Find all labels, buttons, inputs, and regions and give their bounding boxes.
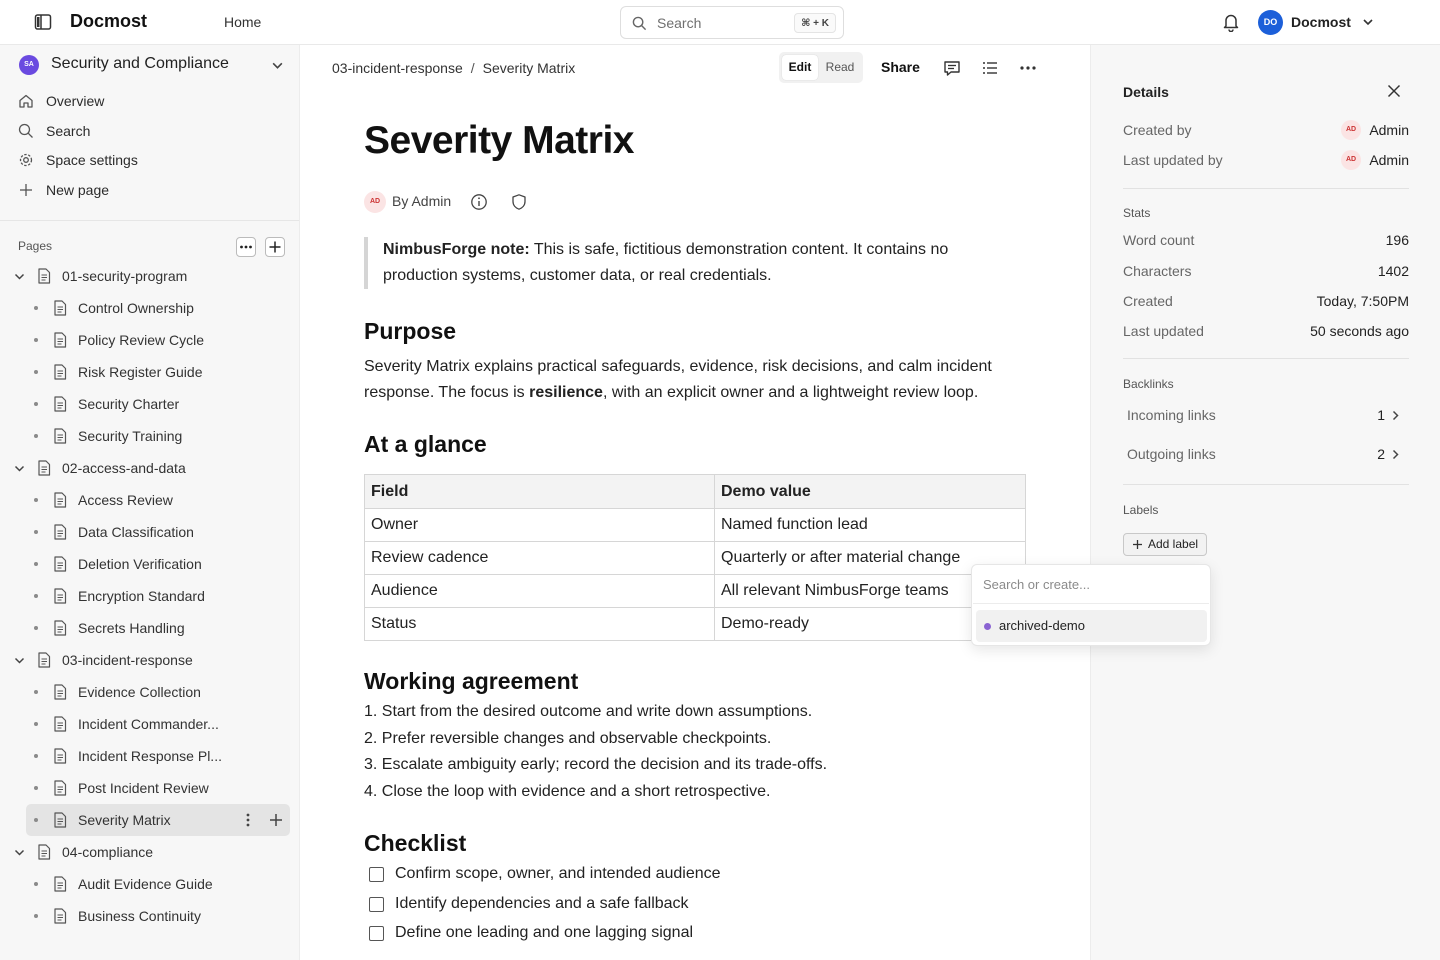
tree-folder[interactable]: [0, 452, 300, 484]
pages-heading: Pages: [18, 239, 53, 253]
bullet-icon: [34, 594, 38, 598]
document-icon: [53, 396, 67, 412]
document-icon: [37, 652, 51, 668]
plus-icon: [18, 182, 34, 198]
table-cell[interactable]: Status: [365, 608, 715, 641]
user-avatar[interactable]: DO: [1258, 10, 1283, 35]
search-shortcut: ⌘ + K: [794, 13, 836, 33]
tree-page[interactable]: [0, 612, 300, 644]
sidebar-item-space-settings[interactable]: [0, 146, 300, 174]
incoming-links-row[interactable]: [1123, 401, 1409, 431]
tree-item-label: Policy Review Cycle: [78, 332, 205, 348]
checklist-item-text: Confirm scope, owner, and intended audience: [395, 865, 721, 882]
document-icon: [53, 492, 67, 508]
document-icon: [37, 844, 51, 860]
checkbox[interactable]: [369, 867, 384, 882]
author-avatar: AD: [364, 191, 386, 213]
heading-checklist: Checklist: [364, 830, 467, 856]
bullet-icon: [34, 434, 38, 438]
bullet-icon: [34, 338, 38, 342]
document-icon: [53, 716, 67, 732]
bullet-icon: [34, 882, 38, 886]
document-icon: [53, 332, 67, 348]
breadcrumb-parent[interactable]: 03-incident-response: [332, 60, 463, 76]
tree-item-label: Incident Response Pl...: [78, 748, 222, 764]
bullet-icon: [34, 914, 38, 918]
table-row: [365, 542, 1026, 575]
table-header-row: [365, 475, 1026, 509]
updated-by-value: Admin: [1369, 152, 1409, 168]
breadcrumb-separator: /: [470, 60, 475, 76]
created-by-value: Admin: [1369, 122, 1409, 138]
stat-value: 1402: [1377, 263, 1409, 279]
heading-working-agreement: Working agreement: [364, 668, 579, 694]
table-header-cell: Field: [365, 475, 715, 509]
tree-item-label: 04-compliance: [62, 844, 154, 860]
stat-row: [1123, 261, 1409, 283]
sidebar-toggle-icon[interactable]: [34, 13, 52, 31]
callout-text: This is safe, fictitious demonstration content. It contains no production systems, customer data, or real credentials.: [383, 241, 949, 284]
tree-item-label: Severity Matrix: [78, 812, 171, 828]
tree-page[interactable]: [0, 292, 300, 324]
label-search-input[interactable]: [973, 566, 1209, 604]
tree-page[interactable]: [0, 772, 300, 804]
label-color-dot: [984, 623, 991, 630]
tree-item-label: Deletion Verification: [78, 556, 202, 572]
read-mode-button[interactable]: Read: [825, 60, 855, 74]
add-label-text: Add label: [1148, 537, 1199, 551]
chevron-right-icon: [1390, 410, 1401, 421]
chevron-down-icon[interactable]: [13, 462, 26, 475]
breadcrumb-current[interactable]: Severity Matrix: [482, 60, 576, 76]
details-divider: [1123, 188, 1409, 189]
table-cell[interactable]: Owner: [365, 509, 715, 542]
avatar: AD: [1341, 150, 1361, 170]
stat-value: 196: [1385, 232, 1409, 248]
chevron-down-icon[interactable]: [13, 654, 26, 667]
sidebar-item-overview[interactable]: [0, 87, 300, 115]
checklist-item-text: Define one leading and one lagging signal: [395, 924, 694, 941]
document-icon: [53, 428, 67, 444]
list-item: 3. Escalate ambiguity early; record the decision and its trade-offs.: [364, 756, 828, 773]
table-cell[interactable]: Quarterly or after material change: [715, 542, 1026, 575]
created-by-row: [1123, 120, 1409, 142]
tree-page[interactable]: [0, 580, 300, 612]
table-of-contents-icon[interactable]: [981, 59, 999, 77]
document-icon: [53, 684, 67, 700]
gear-icon: [18, 152, 34, 168]
stat-value: Today, 7:50PM: [1316, 293, 1409, 309]
home-icon: [18, 93, 34, 109]
comment-icon[interactable]: [943, 59, 961, 77]
sidebar-item-label: New page: [46, 182, 110, 198]
search-placeholder: Search: [657, 15, 702, 31]
tree-page[interactable]: [0, 804, 300, 836]
tree-item-label: Business Continuity: [78, 908, 201, 924]
space-avatar: SA: [19, 55, 39, 75]
stat-label: Created: [1123, 293, 1173, 309]
more-options-icon[interactable]: [1019, 59, 1037, 77]
tree-page[interactable]: [0, 324, 300, 356]
editor-area: [300, 45, 1090, 960]
tree-page[interactable]: [0, 900, 300, 932]
app-logo[interactable]: Docmost: [70, 11, 148, 31]
tree-page[interactable]: [0, 388, 300, 420]
tree-folder[interactable]: [0, 260, 300, 292]
table-header-cell: Demo value: [715, 475, 1026, 509]
purpose-bold: resilience: [529, 384, 603, 401]
tree-page[interactable]: [0, 420, 300, 452]
tree-folder[interactable]: [0, 836, 300, 868]
sidebar-divider: [0, 220, 300, 221]
agreement-list: [364, 699, 827, 805]
space-name: Security and Compliance: [51, 55, 229, 72]
document-icon: [53, 556, 67, 572]
details-divider: [1123, 358, 1409, 359]
labels-heading: Labels: [1123, 503, 1159, 517]
document-icon: [53, 908, 67, 924]
info-icon[interactable]: [470, 193, 488, 211]
details-panel: [1090, 45, 1440, 960]
stat-label: Word count: [1123, 232, 1195, 248]
label-option[interactable]: [976, 610, 1207, 642]
bullet-icon: [34, 370, 38, 374]
search-icon: [18, 123, 34, 139]
stat-label: Characters: [1123, 263, 1192, 279]
bullet-icon: [34, 818, 38, 822]
created-by-label: Created by: [1123, 122, 1192, 138]
tree-item-label: Security Training: [78, 428, 183, 444]
incoming-links-label: Incoming links: [1127, 407, 1216, 423]
tree-item-label: Security Charter: [78, 396, 180, 412]
heading-at-a-glance: At a glance: [364, 431, 487, 457]
bullet-icon: [34, 626, 38, 630]
document-icon: [53, 364, 67, 380]
glance-table: [364, 474, 1026, 641]
sidebar-item-search[interactable]: [0, 117, 300, 145]
tree-item-label: Risk Register Guide: [78, 364, 203, 380]
search-icon: [632, 16, 647, 31]
tree-page[interactable]: [0, 868, 300, 900]
tree-page[interactable]: [0, 708, 300, 740]
stat-value: 50 seconds ago: [1310, 323, 1409, 339]
document-icon: [37, 460, 51, 476]
label-option-text: archived-demo: [999, 618, 1085, 633]
incoming-links-count: 1: [1377, 407, 1385, 423]
bullet-icon: [34, 530, 38, 534]
share-button[interactable]: Share: [881, 59, 920, 75]
bullet-icon: [34, 306, 38, 310]
dots-horizontal-icon: [237, 238, 255, 256]
document-icon: [37, 268, 51, 284]
tree-item-label: Evidence Collection: [78, 684, 201, 700]
tree-item-label: Post Incident Review: [78, 780, 209, 796]
search-button[interactable]: [620, 6, 844, 39]
tree-page[interactable]: [0, 676, 300, 708]
table-row: [365, 575, 1026, 608]
plus-icon: [266, 238, 284, 256]
document-icon: [53, 876, 67, 892]
table-cell[interactable]: Review cadence: [365, 542, 715, 575]
tree-page[interactable]: [0, 548, 300, 580]
document-icon: [53, 524, 67, 540]
bullet-icon: [34, 786, 38, 790]
outgoing-links-count: 2: [1377, 446, 1385, 462]
shield-icon[interactable]: [510, 193, 528, 211]
tree-folder[interactable]: [0, 644, 300, 676]
chevron-down-icon: [271, 59, 284, 72]
tree-item-label: Access Review: [78, 492, 173, 508]
tree-page[interactable]: [0, 356, 300, 388]
table-cell[interactable]: Audience: [365, 575, 715, 608]
label-popover: [971, 564, 1211, 646]
tree-item-label: Secrets Handling: [78, 620, 185, 636]
avatar: AD: [1341, 120, 1361, 140]
heading-purpose: Purpose: [364, 318, 457, 344]
table-cell[interactable]: Named function lead: [715, 509, 1026, 542]
bullet-icon: [34, 722, 38, 726]
tree-item-label: 02-access-and-data: [62, 460, 186, 476]
outgoing-links-row[interactable]: [1123, 440, 1409, 470]
pages-more-button[interactable]: [236, 237, 256, 257]
sidebar-item-label: Search: [46, 123, 91, 139]
add-page-button[interactable]: [265, 237, 285, 257]
space-switcher[interactable]: [0, 45, 300, 87]
tree-item-label: Incident Commander...: [78, 716, 219, 732]
bullet-icon: [34, 402, 38, 406]
checkbox[interactable]: [369, 897, 384, 912]
document-icon: [53, 812, 67, 828]
tree-page[interactable]: [0, 484, 300, 516]
document-icon: [53, 620, 67, 636]
tree-page[interactable]: [0, 740, 300, 772]
chevron-down-icon[interactable]: [13, 846, 26, 859]
sidebar-item-label: Space settings: [46, 152, 138, 168]
plus-icon[interactable]: [268, 812, 284, 828]
page-title[interactable]: Severity Matrix: [364, 119, 634, 162]
document-icon: [53, 780, 67, 796]
table-row: [365, 608, 1026, 641]
plus-icon: [1132, 539, 1143, 550]
list-item: 2. Prefer reversible changes and observable checkpoints.: [364, 729, 772, 747]
stat-row: [1123, 291, 1409, 313]
chevron-down-icon[interactable]: [13, 270, 26, 283]
page-byline: [364, 191, 564, 213]
edit-mode-button[interactable]: Edit: [782, 55, 818, 80]
bell-icon[interactable]: [1222, 12, 1240, 32]
list-item: 1. Start from the desired outcome and write down assumptions.: [364, 703, 813, 720]
purpose-paragraph: [364, 354, 1024, 406]
chevron-right-icon: [1390, 449, 1401, 460]
document-icon: [53, 748, 67, 764]
purpose-text: Severity Matrix explains practical safeguards, evidence, risk decisions, and calm incident response. The focus is: [364, 358, 992, 401]
user-menu-name[interactable]: Docmost: [1291, 14, 1351, 30]
tree-item-label: 01-security-program: [62, 268, 188, 284]
tree-item-label: Data Classification: [78, 524, 194, 540]
updated-by-row: [1123, 150, 1409, 172]
tree-item-label: Control Ownership: [78, 300, 194, 316]
stat-row: [1123, 230, 1409, 252]
top-bar: [0, 0, 1440, 45]
tree-item-label: Audit Evidence Guide: [78, 876, 213, 892]
document-icon: [53, 300, 67, 316]
table-row: [365, 509, 1026, 542]
details-title: Details: [1123, 84, 1169, 100]
table-cell[interactable]: All relevant NimbusForge teams: [715, 575, 1026, 608]
details-divider: [1123, 484, 1409, 485]
callout-note: [364, 237, 1004, 289]
updated-by-label: Last updated by: [1123, 152, 1223, 168]
tree-page[interactable]: [0, 516, 300, 548]
sidebar: [0, 45, 300, 960]
list-item: 4. Close the loop with evidence and a short retrospective.: [364, 782, 771, 800]
checklist-item-text: Identify dependencies and a safe fallback: [395, 894, 689, 912]
add-label-button[interactable]: [1123, 533, 1207, 556]
backlinks-heading: Backlinks: [1123, 377, 1174, 391]
stats-heading: Stats: [1123, 206, 1151, 220]
stat-label: Last updated: [1123, 323, 1204, 339]
stat-row: [1123, 321, 1409, 343]
home-link[interactable]: Home: [224, 14, 262, 30]
tree-item-label: Encryption Standard: [78, 588, 205, 604]
checkbox[interactable]: [369, 926, 384, 941]
author-name: By Admin: [392, 193, 452, 209]
sidebar-item-new-page[interactable]: [0, 176, 300, 204]
bullet-icon: [34, 562, 38, 566]
table-cell[interactable]: Demo-ready: [715, 608, 1026, 641]
document-icon: [53, 588, 67, 604]
outgoing-links-label: Outgoing links: [1127, 446, 1216, 462]
edit-read-toggle: [779, 52, 863, 83]
tree-item-label: 03-incident-response: [62, 652, 193, 668]
callout-bold: NimbusForge note:: [383, 241, 530, 258]
sidebar-item-label: Overview: [46, 93, 105, 109]
bullet-icon: [34, 690, 38, 694]
breadcrumb: [332, 60, 575, 76]
bullet-icon: [34, 498, 38, 502]
dots-vertical-icon[interactable]: [240, 812, 256, 828]
chevron-down-icon[interactable]: [1362, 16, 1374, 28]
bullet-icon: [34, 754, 38, 758]
purpose-text-end: , with an explicit owner and a lightweight review loop.: [602, 384, 979, 401]
close-icon[interactable]: [1387, 84, 1401, 98]
